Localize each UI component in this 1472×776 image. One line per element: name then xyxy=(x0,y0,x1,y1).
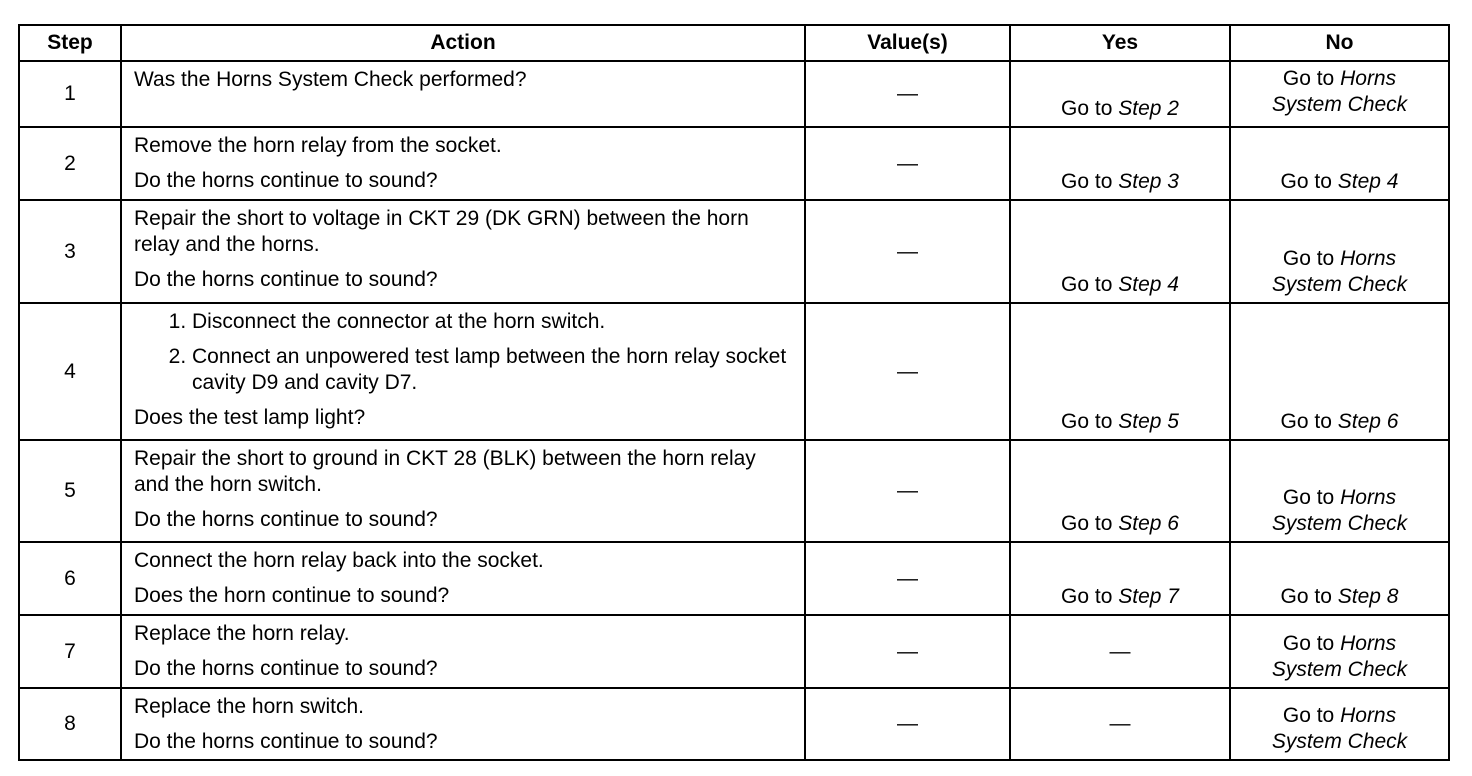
action-question: Do the horns continue to sound? xyxy=(134,268,438,291)
value-cell: — xyxy=(805,200,1010,303)
action-question: Do the horns continue to sound? xyxy=(134,169,438,192)
action-cell xyxy=(121,688,805,760)
action-question: Do the horns continue to sound? xyxy=(134,657,438,680)
step-number: 7 xyxy=(19,615,121,688)
no-prefix: Go to xyxy=(1280,410,1332,433)
action-cell xyxy=(121,61,805,127)
yes-cell xyxy=(1010,303,1230,440)
no-step-link[interactable]: Step 4 xyxy=(1337,170,1399,193)
value-cell: — xyxy=(805,61,1010,127)
substep-item: 2. Connect an unpowered test lamp between the horn relay socket cavity D9 and cavity D7. xyxy=(192,344,796,396)
yes-step-link[interactable]: Step 4 xyxy=(1118,273,1179,296)
no-step-link[interactable]: Step 8 xyxy=(1337,585,1399,608)
no-cell xyxy=(1230,303,1449,440)
no-system-check-link[interactable]: System Check xyxy=(1271,512,1408,535)
yes-step-link[interactable]: Step 6 xyxy=(1118,512,1179,535)
yes-prefix: Go to xyxy=(1061,512,1113,535)
yes-prefix: Go to xyxy=(1061,585,1113,608)
value-cell: — xyxy=(805,542,1010,615)
step-number: 6 xyxy=(19,542,121,615)
table-row xyxy=(19,200,1449,303)
value-cell: — xyxy=(805,440,1010,542)
no-cell xyxy=(1230,615,1449,688)
action-cell xyxy=(121,440,805,542)
step-number: 1 xyxy=(19,61,121,127)
no-prefix: Go to xyxy=(1282,247,1335,270)
substep-item: 1. Disconnect the connector at the horn switch. xyxy=(192,309,796,335)
no-horns-link[interactable]: Horns xyxy=(1340,486,1397,509)
step-number: 5 xyxy=(19,440,121,542)
yes-cell xyxy=(1010,440,1230,542)
action-cell xyxy=(121,127,805,200)
action-question: Does the horn continue to sound? xyxy=(134,584,450,607)
action-text: Connect the horn relay back into the socket. xyxy=(134,549,544,572)
yes-prefix: Go to xyxy=(1061,410,1113,433)
action-cell xyxy=(121,200,805,303)
step-number: 8 xyxy=(19,688,121,760)
header-step: Step xyxy=(19,25,121,61)
no-horns-link[interactable]: Horns xyxy=(1340,704,1397,727)
yes-cell xyxy=(1010,542,1230,615)
yes-prefix: Go to xyxy=(1061,273,1113,296)
yes-prefix: Go to xyxy=(1061,97,1113,120)
action-question: Do the horns continue to sound? xyxy=(134,730,438,753)
value-cell: — xyxy=(805,688,1010,760)
value-cell: — xyxy=(805,127,1010,200)
no-horns-link[interactable]: Horns xyxy=(1340,67,1397,90)
action-question: Do the horns continue to sound? xyxy=(134,508,438,531)
no-horns-link[interactable]: Horns xyxy=(1340,632,1397,655)
yes-cell xyxy=(1010,61,1230,127)
table-row xyxy=(19,688,1449,760)
action-text: Repair the short to voltage in CKT 29 (DK GRN) between the horn relay and the horns. xyxy=(134,207,749,256)
value-cell: — xyxy=(805,303,1010,440)
no-prefix: Go to xyxy=(1282,486,1335,509)
no-step-link[interactable]: Step 6 xyxy=(1337,410,1399,433)
action-text: Replace the horn relay. xyxy=(134,622,350,645)
no-prefix: Go to xyxy=(1282,632,1335,655)
action-cell xyxy=(121,303,805,440)
yes-step-link[interactable]: Step 3 xyxy=(1118,170,1179,193)
table-row xyxy=(19,542,1449,615)
header-yes: Yes xyxy=(1010,25,1230,61)
diagnostic-table xyxy=(18,24,1450,761)
no-system-check-link[interactable]: System Check xyxy=(1271,730,1408,753)
table-row xyxy=(19,127,1449,200)
yes-step-link[interactable]: Step 7 xyxy=(1118,585,1179,608)
no-system-check-link[interactable]: System Check xyxy=(1271,93,1408,116)
table-row xyxy=(19,440,1449,542)
no-cell xyxy=(1230,200,1449,303)
table-row xyxy=(19,61,1449,127)
action-cell xyxy=(121,542,805,615)
table-row xyxy=(19,615,1449,688)
value-cell: — xyxy=(805,615,1010,688)
action-text: Remove the horn relay from the socket. xyxy=(134,134,502,157)
no-system-check-link[interactable]: System Check xyxy=(1271,658,1408,681)
no-horns-link[interactable]: Horns xyxy=(1340,247,1397,270)
no-system-check-link[interactable]: System Check xyxy=(1271,273,1408,296)
substep-list xyxy=(134,309,796,396)
step-number: 2 xyxy=(19,127,121,200)
yes-prefix: Go to xyxy=(1061,170,1113,193)
no-cell xyxy=(1230,688,1449,760)
no-cell xyxy=(1230,61,1449,127)
header-no: No xyxy=(1230,25,1449,61)
no-prefix: Go to xyxy=(1280,585,1332,608)
action-text: Replace the horn switch. xyxy=(134,695,364,718)
step-number: 3 xyxy=(19,200,121,303)
no-prefix: Go to xyxy=(1282,67,1335,90)
no-cell xyxy=(1230,127,1449,200)
action-question: Does the test lamp light? xyxy=(134,406,366,429)
no-cell xyxy=(1230,440,1449,542)
header-action: Action xyxy=(121,25,805,61)
header-row xyxy=(19,25,1449,61)
yes-cell: — xyxy=(1010,688,1230,760)
yes-cell xyxy=(1010,127,1230,200)
no-prefix: Go to xyxy=(1280,170,1332,193)
yes-step-link[interactable]: Step 5 xyxy=(1118,410,1179,433)
yes-step-link[interactable]: Step 2 xyxy=(1118,97,1179,120)
header-values: Value(s) xyxy=(805,25,1010,61)
yes-cell xyxy=(1010,200,1230,303)
action-text: Was the Horns System Check performed? xyxy=(134,68,527,91)
action-text: Repair the short to ground in CKT 28 (BLK) between the horn relay and the horn switch. xyxy=(134,447,756,496)
step-number: 4 xyxy=(19,303,121,440)
table-row xyxy=(19,303,1449,440)
no-prefix: Go to xyxy=(1282,704,1335,727)
action-cell xyxy=(121,615,805,688)
yes-cell: — xyxy=(1010,615,1230,688)
no-cell xyxy=(1230,542,1449,615)
